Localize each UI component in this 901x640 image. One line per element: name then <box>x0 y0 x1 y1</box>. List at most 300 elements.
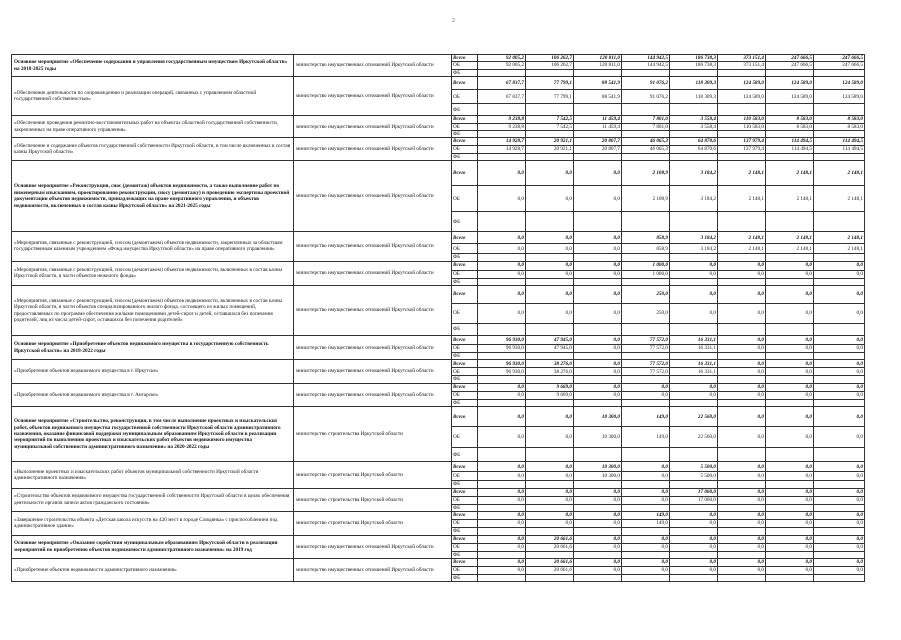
amount-cell: 0,0 <box>718 368 766 376</box>
responsible-executor: министерство имущественных отношений Иркутской области <box>294 286 452 336</box>
amount-cell: 0,0 <box>766 270 814 278</box>
funding-source: ОБ <box>452 304 478 324</box>
amount-cell: 0,0 <box>526 472 574 481</box>
amount-cell: 0,0 <box>574 535 622 543</box>
responsible-executor: министерство имущественных отношений Иркутской области <box>294 232 452 261</box>
funding-source: ОБ <box>452 566 478 574</box>
amount-cell <box>766 324 814 336</box>
funding-source: ОБ <box>452 123 478 130</box>
amount-cell <box>814 324 865 336</box>
amount-cell: 124 589,0 <box>766 77 814 90</box>
amount-cell: 0,0 <box>718 520 766 528</box>
amount-cell: 0,0 <box>526 161 574 186</box>
funding-source: ОБ <box>452 345 478 353</box>
funding-source: ФБ <box>452 278 478 285</box>
amount-cell: 149,0 <box>622 427 670 448</box>
amount-cell: 0,0 <box>766 391 814 399</box>
amount-cell: 144 942,5 <box>622 55 670 62</box>
amount-cell: 7 801,0 <box>622 116 670 123</box>
amount-cell: 0,0 <box>718 427 766 448</box>
amount-cell: 2 148,1 <box>718 186 766 212</box>
amount-cell: 91 076,2 <box>622 90 670 104</box>
table-row <box>12 161 865 186</box>
amount-cell <box>574 104 622 116</box>
amount-cell <box>526 104 574 116</box>
funding-source: ОБ <box>452 427 478 448</box>
amount-cell: 250,0 <box>622 286 670 304</box>
amount-cell: 0,0 <box>526 232 574 244</box>
amount-cell <box>814 551 865 558</box>
amount-cell <box>622 104 670 116</box>
funding-source: Всего <box>452 488 478 496</box>
amount-cell: 0,0 <box>478 391 526 399</box>
table-body <box>12 55 865 582</box>
amount-cell: 120 811,0 <box>574 55 622 62</box>
measure-name: «Строительство объектов недвижимого имущества государственной собственности Иркутской области в целях обеспечения деятельности органов записи актов гражданского состояния» <box>12 488 294 511</box>
amount-cell <box>814 131 865 138</box>
amount-cell: 247 666,5 <box>766 62 814 69</box>
amount-cell: 0,0 <box>622 566 670 574</box>
amount-cell <box>622 574 670 581</box>
amount-cell: 92 005,2 <box>478 62 526 69</box>
amount-cell <box>718 212 766 232</box>
table-row <box>12 558 865 566</box>
amount-cell <box>478 69 526 76</box>
amount-cell: 0,0 <box>478 427 526 448</box>
amount-cell <box>670 254 718 261</box>
page-number: 2 <box>452 18 455 24</box>
responsible-executor: министерство имущественных отношений Иркутской области <box>294 261 452 285</box>
amount-cell <box>526 448 574 462</box>
table-row <box>12 488 865 496</box>
amount-cell <box>478 254 526 261</box>
amount-cell: 858,9 <box>622 232 670 244</box>
amount-cell: 8 583,0 <box>814 116 865 123</box>
amount-cell: 0,0 <box>526 304 574 324</box>
measure-name: Основное мероприятие «Обеспечение содержания и управления государственным имуществом Иркутской области» на 2018-2025 годы <box>12 55 294 77</box>
amount-cell: 0,0 <box>478 535 526 543</box>
amount-cell <box>814 528 865 535</box>
amount-cell <box>766 254 814 261</box>
funding-source: ОБ <box>452 496 478 504</box>
funding-source: ОБ <box>452 391 478 399</box>
amount-cell <box>718 153 766 160</box>
amount-cell: 16 331,1 <box>670 336 718 345</box>
measure-name: «Обеспечение деятельности по сопровождению и реализации операций, связанных с управлением областной государственной собственностью» <box>12 77 294 116</box>
funding-source: Всего <box>452 535 478 543</box>
amount-cell <box>766 278 814 285</box>
amount-cell: 0,0 <box>478 304 526 324</box>
amount-cell: 3 184,2 <box>670 161 718 186</box>
amount-cell <box>622 131 670 138</box>
amount-cell <box>574 399 622 406</box>
amount-cell: 0,0 <box>622 558 670 566</box>
funding-source: ФБ <box>452 551 478 558</box>
table-row <box>12 116 865 123</box>
amount-cell: 0,0 <box>814 512 865 520</box>
amount-cell: 92 005,2 <box>478 55 526 62</box>
measure-name: Основное мероприятие «Оказание содействия муниципальным образованиям Иркутской области в реализации мероприятий по приобретению объектов недвижимости административного назначения» на 2019 год <box>12 535 294 558</box>
amount-cell: 0,0 <box>622 488 670 496</box>
amount-cell: 96 930,0 <box>478 336 526 345</box>
amount-cell: 0,0 <box>526 407 574 427</box>
funding-source: ОБ <box>452 90 478 104</box>
amount-cell <box>622 399 670 406</box>
amount-cell <box>574 353 622 360</box>
amount-cell: 0,0 <box>670 391 718 399</box>
table-row <box>12 232 865 244</box>
amount-cell <box>622 528 670 535</box>
amount-cell <box>526 376 574 383</box>
funding-source: Всего <box>452 116 478 123</box>
amount-cell <box>814 153 865 160</box>
amount-cell: 0,0 <box>766 543 814 551</box>
amount-cell <box>766 131 814 138</box>
amount-cell: 110 583,0 <box>718 116 766 123</box>
amount-cell: 77 572,0 <box>622 360 670 368</box>
amount-cell: 1 000,0 <box>622 270 670 278</box>
funding-source: Всего <box>452 512 478 520</box>
amount-cell: 2 108,9 <box>622 161 670 186</box>
amount-cell: 0,0 <box>814 383 865 391</box>
amount-cell: 0,0 <box>478 462 526 472</box>
amount-cell <box>718 481 766 488</box>
amount-cell: 0,0 <box>574 512 622 520</box>
amount-cell: 2 148,1 <box>718 244 766 254</box>
amount-cell: 9 669,0 <box>526 383 574 391</box>
funding-source: ФБ <box>452 212 478 232</box>
amount-cell: 373 151,4 <box>718 62 766 69</box>
table-row <box>12 336 865 345</box>
amount-cell <box>670 399 718 406</box>
responsible-executor: министерство имущественных отношений Иркутской области <box>294 558 452 581</box>
amount-cell: 0,0 <box>718 391 766 399</box>
amount-cell: 0,0 <box>574 244 622 254</box>
amount-cell: 0,0 <box>478 512 526 520</box>
amount-cell: 0,0 <box>766 261 814 270</box>
amount-cell: 2 148,1 <box>766 186 814 212</box>
amount-cell: 88 541,9 <box>574 90 622 104</box>
amount-cell <box>622 376 670 383</box>
amount-cell: 373 151,4 <box>718 55 766 62</box>
amount-cell: 0,0 <box>718 472 766 481</box>
amount-cell: 0,0 <box>766 368 814 376</box>
amount-cell: 2 148,1 <box>814 244 865 254</box>
amount-cell: 0,0 <box>622 496 670 504</box>
amount-cell <box>478 212 526 232</box>
amount-cell <box>574 254 622 261</box>
responsible-executor: министерство имущественных отношений Иркутской области <box>294 161 452 232</box>
responsible-executor: министерство имущественных отношений Иркутской области <box>294 138 452 161</box>
funding-source: ОБ <box>452 186 478 212</box>
amount-cell: 2 148,1 <box>766 232 814 244</box>
amount-cell: 9 238,8 <box>478 123 526 130</box>
amount-cell: 186 738,3 <box>670 62 718 69</box>
amount-cell: 118 309,3 <box>670 77 718 90</box>
amount-cell <box>670 551 718 558</box>
amount-cell: 106 262,7 <box>526 55 574 62</box>
amount-cell <box>526 399 574 406</box>
amount-cell: 0,0 <box>718 270 766 278</box>
amount-cell: 22 560,0 <box>670 427 718 448</box>
funding-source: Всего <box>452 462 478 472</box>
funding-source: ФБ <box>452 153 478 160</box>
amount-cell <box>766 399 814 406</box>
amount-cell: 0,0 <box>526 244 574 254</box>
amount-cell <box>478 376 526 383</box>
amount-cell <box>574 481 622 488</box>
amount-cell: 0,0 <box>814 407 865 427</box>
amount-cell: 0,0 <box>574 270 622 278</box>
funding-source: Всего <box>452 77 478 90</box>
amount-cell: 0,0 <box>574 543 622 551</box>
amount-cell: 22 560,0 <box>670 407 718 427</box>
amount-cell: 0,0 <box>814 566 865 574</box>
amount-cell <box>814 69 865 76</box>
amount-cell <box>622 278 670 285</box>
funding-source: Всего <box>452 55 478 62</box>
responsible-executor: министерство имущественных отношений Иркутской области <box>294 383 452 406</box>
amount-cell <box>718 254 766 261</box>
amount-cell: 0,0 <box>814 286 865 304</box>
amount-cell: 0,0 <box>670 512 718 520</box>
amount-cell: 0,0 <box>814 488 865 496</box>
amount-cell: 96 930,0 <box>478 360 526 368</box>
funding-source: ОБ <box>452 520 478 528</box>
amount-cell: 8 583,0 <box>766 116 814 123</box>
amount-cell <box>814 481 865 488</box>
amount-cell <box>526 153 574 160</box>
funding-source: ФБ <box>452 254 478 261</box>
amount-cell <box>526 481 574 488</box>
amount-cell <box>814 574 865 581</box>
amount-cell: 3 558,4 <box>670 123 718 130</box>
amount-cell: 88 541,9 <box>574 77 622 90</box>
amount-cell: 0,0 <box>670 558 718 566</box>
amount-cell: 0,0 <box>766 488 814 496</box>
amount-cell: 0,0 <box>718 462 766 472</box>
amount-cell: 0,0 <box>574 186 622 212</box>
amount-cell: 0,0 <box>478 161 526 186</box>
amount-cell <box>526 551 574 558</box>
responsible-executor: министерство имущественных отношений Иркутской области <box>294 77 452 116</box>
amount-cell: 0,0 <box>766 336 814 345</box>
measure-name: «Мероприятия, связанные с реконструкцией, сносом (демонтажем) объектов недвижимости, закрепленных за областным государственным казенным учреждением «Фонд имущества Иркутской области» на праве оперативного управления» <box>12 232 294 261</box>
amount-cell: 0,0 <box>718 286 766 304</box>
amount-cell <box>574 324 622 336</box>
amount-cell: 2 148,1 <box>814 232 865 244</box>
funding-source: ОБ <box>452 244 478 254</box>
amount-cell: 16 331,1 <box>670 368 718 376</box>
amount-cell <box>718 324 766 336</box>
amount-cell <box>574 528 622 535</box>
amount-cell: 0,0 <box>814 261 865 270</box>
responsible-executor: министерство строительства Иркутской области <box>294 407 452 462</box>
amount-cell: 7 542,5 <box>526 123 574 130</box>
amount-cell <box>814 278 865 285</box>
funding-source: ОБ <box>452 145 478 153</box>
amount-cell: 0,0 <box>766 286 814 304</box>
amount-cell <box>718 104 766 116</box>
amount-cell <box>718 551 766 558</box>
amount-cell: 0,0 <box>814 535 865 543</box>
table-row <box>12 360 865 368</box>
funding-source: ФБ <box>452 104 478 116</box>
amount-cell <box>670 131 718 138</box>
amount-cell <box>814 448 865 462</box>
amount-cell <box>718 528 766 535</box>
table-row <box>12 77 865 90</box>
funding-source: Всего <box>452 407 478 427</box>
amount-cell: 0,0 <box>718 535 766 543</box>
amount-cell <box>814 353 865 360</box>
amount-cell: 114 494,5 <box>814 145 865 153</box>
amount-cell <box>814 212 865 232</box>
table-row <box>12 383 865 391</box>
amount-cell: 0,0 <box>814 462 865 472</box>
amount-cell: 0,0 <box>574 161 622 186</box>
amount-cell <box>670 481 718 488</box>
amount-cell: 7 801,0 <box>622 123 670 130</box>
amount-cell: 0,0 <box>814 345 865 353</box>
amount-cell: 0,0 <box>478 520 526 528</box>
amount-cell: 0,0 <box>670 270 718 278</box>
amount-cell <box>478 448 526 462</box>
amount-cell: 858,9 <box>622 244 670 254</box>
amount-cell <box>670 104 718 116</box>
amount-cell: 0,0 <box>814 304 865 324</box>
amount-cell <box>622 153 670 160</box>
amount-cell: 5 500,0 <box>670 472 718 481</box>
amount-cell: 14 928,7 <box>478 138 526 145</box>
amount-cell: 38 276,0 <box>526 360 574 368</box>
amount-cell <box>670 324 718 336</box>
amount-cell <box>526 212 574 232</box>
funding-source: ФБ <box>452 376 478 383</box>
amount-cell: 0,0 <box>814 520 865 528</box>
measure-name: «Выполнение проектных и изыскательских работ объектов муниципальной собственности Иркутской области административного назначения» <box>12 462 294 488</box>
amount-cell <box>718 448 766 462</box>
amount-cell: 2 148,1 <box>766 244 814 254</box>
amount-cell: 106 262,7 <box>526 62 574 69</box>
measure-name: «Приобретение объектов недвижимого имущества в г. Иркутске» <box>12 360 294 383</box>
amount-cell <box>718 399 766 406</box>
amount-cell <box>814 504 865 511</box>
amount-cell: 0,0 <box>478 558 526 566</box>
responsible-executor: министерство строительства Иркутской области <box>294 512 452 535</box>
measure-name: «Обеспечение и содержание объектов государственной собственности Иркутской области, в том числе включенных в состав казны Иркутской области» <box>12 138 294 161</box>
amount-cell <box>670 448 718 462</box>
amount-cell: 0,0 <box>814 472 865 481</box>
amount-cell: 77 572,0 <box>622 368 670 376</box>
amount-cell: 0,0 <box>670 261 718 270</box>
amount-cell: 0,0 <box>670 286 718 304</box>
amount-cell: 0,0 <box>814 368 865 376</box>
amount-cell: 0,0 <box>814 558 865 566</box>
amount-cell <box>478 104 526 116</box>
amount-cell: 3 184,2 <box>670 244 718 254</box>
amount-cell: 0,0 <box>718 304 766 324</box>
amount-cell: 3 558,4 <box>670 116 718 123</box>
amount-cell <box>574 131 622 138</box>
measure-name: «Приобретение объектов недвижимого имущества в г. Ангарске» <box>12 383 294 406</box>
amount-cell <box>574 153 622 160</box>
amount-cell <box>622 448 670 462</box>
amount-cell: 120 811,0 <box>574 62 622 69</box>
amount-cell: 0,0 <box>766 304 814 324</box>
measure-name: «Мероприятия, связанные с реконструкцией, сносом (демонтажем) объектов недвижимости, включенных в состав казны Иркутской области, в части объектов специализированного жилого фонда, состоящего из жилых помещений, предоставляемых по программе обеспечения жилыми помещениями детей-сирот и детей, оставшихся без попечения родителей, лиц из числа детей-сирот, оставшихся без попечения родителей» <box>12 286 294 336</box>
amount-cell: 20 807,7 <box>574 138 622 145</box>
measure-name: «Мероприятия, связанные с реконструкцией, сносом (демонтажем) объектов недвижимости, включенных в состав казны Иркутской области, в части объектов нежилого фонда» <box>12 261 294 285</box>
table-row <box>12 512 865 520</box>
amount-cell: 0,0 <box>526 261 574 270</box>
amount-cell <box>718 574 766 581</box>
amount-cell: 64 870,6 <box>670 138 718 145</box>
amount-cell <box>526 278 574 285</box>
funding-source: ОБ <box>452 368 478 376</box>
amount-cell: 0,0 <box>526 270 574 278</box>
amount-cell <box>670 376 718 383</box>
amount-cell: 77 572,0 <box>622 336 670 345</box>
amount-cell: 0,0 <box>766 360 814 368</box>
amount-cell: 0,0 <box>814 427 865 448</box>
amount-cell: 5 500,0 <box>670 462 718 472</box>
amount-cell <box>718 278 766 285</box>
amount-cell: 0,0 <box>670 566 718 574</box>
amount-cell: 137 979,4 <box>718 138 766 145</box>
amount-cell: 0,0 <box>718 558 766 566</box>
amount-cell: 77 799,1 <box>526 90 574 104</box>
amount-cell: 0,0 <box>478 286 526 304</box>
funding-source: ФБ <box>452 69 478 76</box>
amount-cell: 247 666,5 <box>766 55 814 62</box>
amount-cell: 0,0 <box>622 535 670 543</box>
amount-cell: 110 583,0 <box>718 123 766 130</box>
amount-cell: 20 661,6 <box>526 566 574 574</box>
amount-cell: 91 076,2 <box>622 77 670 90</box>
amount-cell: 0,0 <box>526 520 574 528</box>
amount-cell: 0,0 <box>718 566 766 574</box>
amount-cell: 124 589,0 <box>814 77 865 90</box>
amount-cell <box>670 504 718 511</box>
amount-cell <box>670 528 718 535</box>
amount-cell <box>622 69 670 76</box>
amount-cell: 0,0 <box>478 232 526 244</box>
amount-cell <box>574 212 622 232</box>
amount-cell: 0,0 <box>718 261 766 270</box>
amount-cell: 0,0 <box>574 336 622 345</box>
responsible-executor: министерство имущественных отношений Иркутской области <box>294 336 452 360</box>
amount-cell: 247 666,5 <box>814 62 865 69</box>
amount-cell: 0,0 <box>478 186 526 212</box>
amount-cell <box>478 399 526 406</box>
amount-cell: 118 309,3 <box>670 90 718 104</box>
amount-cell: 0,0 <box>574 286 622 304</box>
amount-cell: 0,0 <box>574 558 622 566</box>
amount-cell: 149,0 <box>622 512 670 520</box>
funding-source: ФБ <box>452 324 478 336</box>
amount-cell <box>478 574 526 581</box>
funding-source: Всего <box>452 261 478 270</box>
amount-cell <box>670 353 718 360</box>
amount-cell <box>622 324 670 336</box>
amount-cell <box>574 376 622 383</box>
amount-cell: 0,0 <box>766 512 814 520</box>
amount-cell: 0,0 <box>622 383 670 391</box>
amount-cell: 250,0 <box>622 304 670 324</box>
amount-cell: 47 945,0 <box>526 345 574 353</box>
amount-cell: 0,0 <box>526 512 574 520</box>
